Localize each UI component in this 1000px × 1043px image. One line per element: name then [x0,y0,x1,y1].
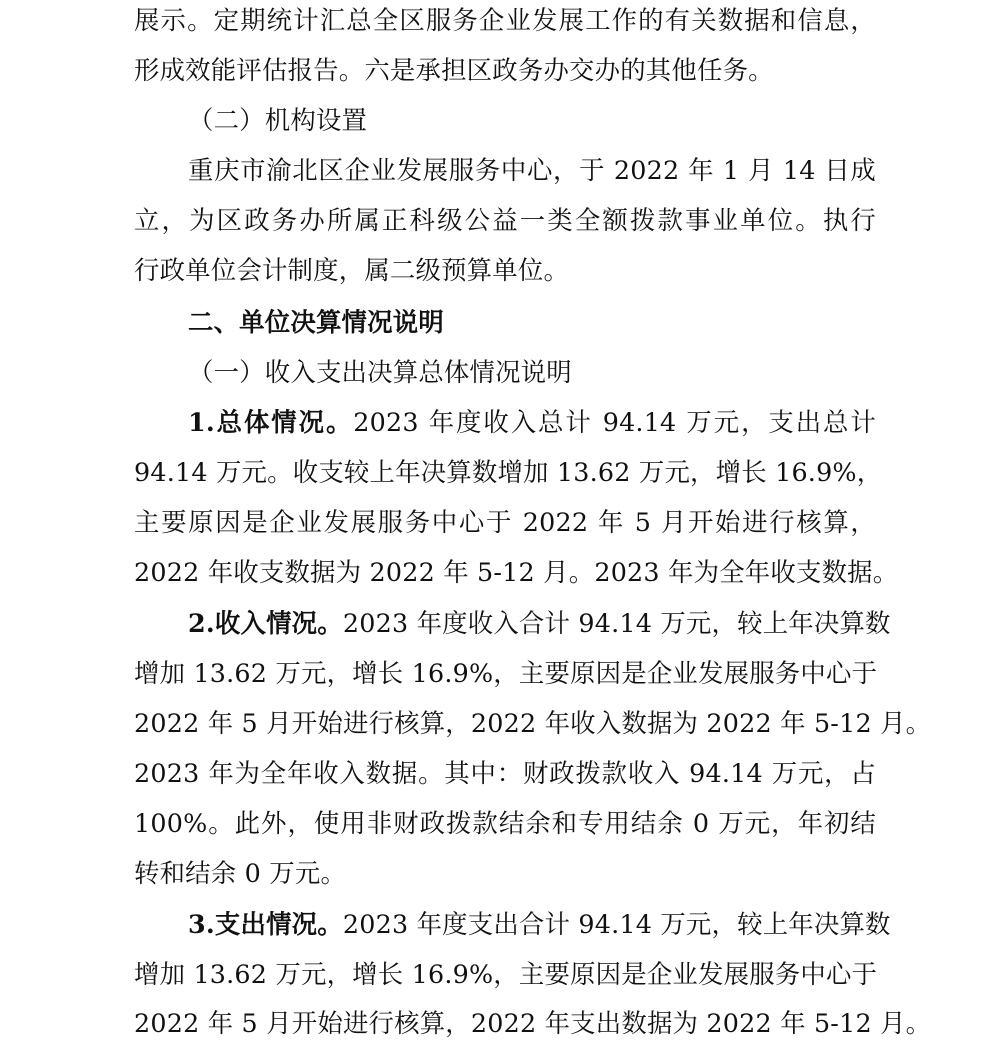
overall-label: 1.总体情况。 [188,407,354,437]
expense-line-3: 2022 年 5 月开始进行核算，2022 年支出数据为 2022 年 5-12 月。 [134,1008,932,1038]
expense-line-1 [188,904,891,944]
expense-label: 3.支出情况。 [188,909,343,939]
section2-sub-heading: （一）收入支出决算总体情况说明 [188,357,572,387]
income-line-6: 转和结余 0 万元。 [134,858,347,888]
income-line-4: 2023 年为全年收入数据。其中：财政拨款收入 94.14 万元，占 [134,758,876,788]
income-line-3: 2022 年 5 月开始进行核算，2022 年收入数据为 2022 年 5-12 月。 [134,708,932,738]
intro-line-1: 展示。定期统计汇总全区服务企业发展工作的有关数据和信息， [134,5,876,35]
income-line-1 [188,603,891,643]
overall-line-1 [188,402,876,442]
org-line-3: 行政单位会计制度，属二级预算单位。 [134,255,570,285]
intro-line-2: 形成效能评估报告。六是承担区政务办交办的其他任务。 [134,55,774,85]
income-line-5: 100%。此外，使用非财政拨款结余和专用结余 0 万元，年初结 [134,808,876,838]
org-line-2: 立，为区政务办所属正科级公益一类全额拨款事业单位。执行 [134,205,876,235]
overall-line-2: 94.14 万元。收支较上年决算数增加 13.62 万元，增长 16.9%， [134,457,883,487]
section2-heading: 二、单位决算情况说明 [188,307,444,337]
income-label: 2.收入情况。 [188,608,343,638]
expense-line-2: 增加 13.62 万元，增长 16.9%，主要原因是企业发展服务中心于 [134,959,878,989]
org-section-heading: （二）机构设置 [188,105,368,135]
org-line-1: 重庆市渝北区企业发展服务中心，于 2022 年 1 月 14 日成 [188,155,876,185]
overall-line-3: 主要原因是企业发展服务中心于 2022 年 5 月开始进行核算， [134,507,876,537]
income-line-1-text: 2023 年度收入合计 94.14 万元，较上年决算数 [342,608,891,638]
income-line-2: 增加 13.62 万元，增长 16.9%，主要原因是企业发展服务中心于 [134,658,878,688]
expense-line-1-text: 2023 年度支出合计 94.14 万元，较上年决算数 [342,909,891,939]
overall-line-1-text: 2023 年度收入总计 94.14 万元，支出总计 [353,407,876,437]
overall-line-4: 2022 年收支数据为 2022 年 5-12 月。2023 年为全年收支数据。 [134,557,899,587]
